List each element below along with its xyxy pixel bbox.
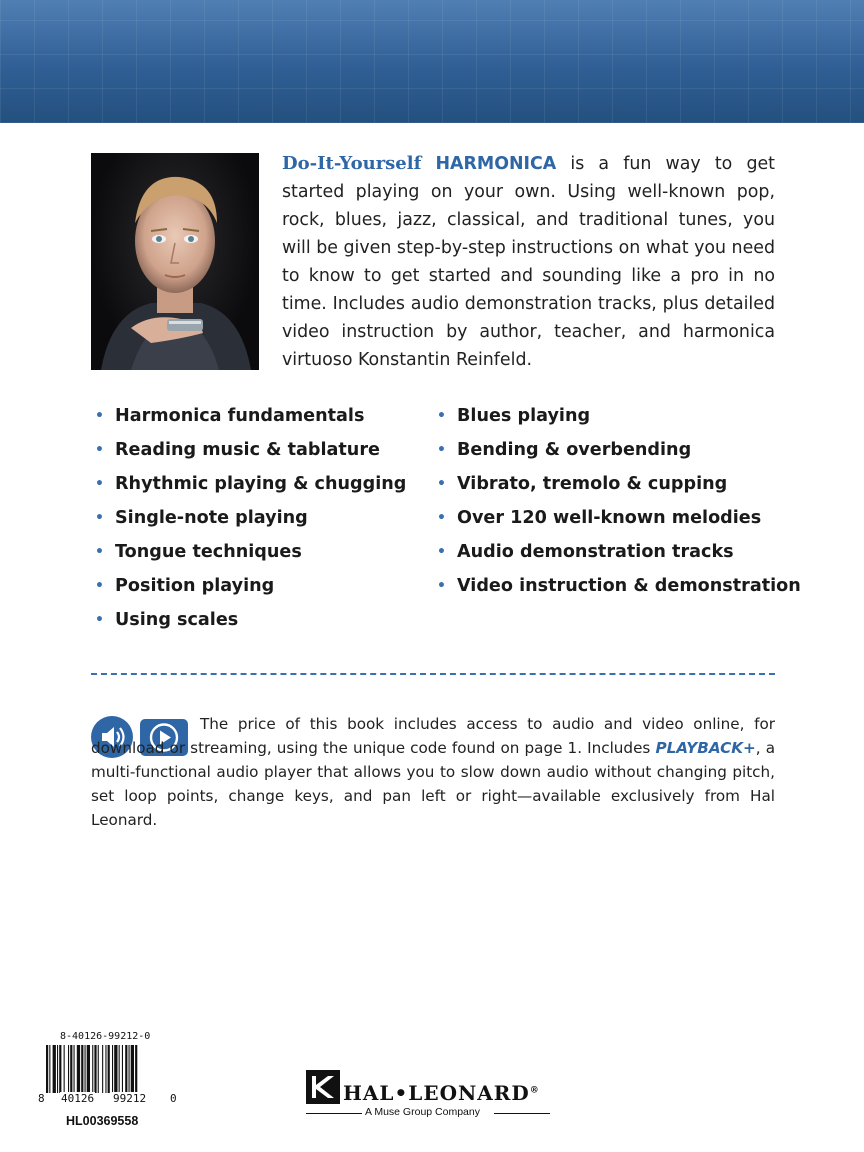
product-code: HL00369558 bbox=[66, 1114, 139, 1128]
barcode-bar bbox=[98, 1045, 99, 1093]
online-text-before: The price of this book includes access to audio and video online, for download or streaming, using the unique code found on page 1. Includes bbox=[91, 715, 775, 757]
barcode-bar bbox=[81, 1045, 83, 1093]
barcode-bar bbox=[108, 1045, 110, 1093]
barcode-bar bbox=[68, 1045, 69, 1093]
barcode-bar bbox=[94, 1045, 96, 1093]
feature-label: Audio demonstration tracks bbox=[457, 542, 734, 562]
barcode bbox=[46, 1045, 168, 1093]
barcode-bar bbox=[87, 1045, 90, 1093]
barcode-bar bbox=[74, 1045, 75, 1093]
logo-rule-right bbox=[494, 1113, 550, 1114]
bullet-icon: • bbox=[95, 442, 104, 458]
bullet-icon: • bbox=[95, 476, 104, 492]
barcode-bar bbox=[129, 1045, 130, 1093]
barcode-bar bbox=[64, 1045, 65, 1093]
list-item bbox=[437, 573, 801, 607]
barcode-bar bbox=[119, 1045, 120, 1093]
book-title-caps: HARMONICA bbox=[435, 154, 557, 174]
list-item bbox=[437, 471, 801, 505]
online-text-after: , a multi-functional audio player that allows you to slow down audio without changing pitch, set loop points, change keys, and pan left or right—available exclusively from Hal Leonard. bbox=[91, 739, 775, 829]
list-item bbox=[95, 471, 406, 505]
barcode-bar bbox=[59, 1045, 61, 1093]
bullet-icon: • bbox=[95, 544, 104, 560]
barcode-bar bbox=[77, 1045, 80, 1093]
publisher-name-text: HAL•LEONARD bbox=[343, 1081, 530, 1105]
barcode-bar bbox=[125, 1045, 127, 1093]
bullet-icon: • bbox=[95, 408, 104, 424]
feature-label: Video instruction & demonstration bbox=[457, 576, 801, 596]
book-title-script: Do-It-Yourself bbox=[282, 153, 422, 174]
barcode-bar bbox=[53, 1045, 56, 1093]
author-portrait-illustration bbox=[91, 153, 259, 370]
barcode-bar bbox=[70, 1045, 72, 1093]
feature-label: Bending & overbending bbox=[457, 440, 692, 460]
list-item bbox=[95, 403, 406, 437]
bullet-icon: • bbox=[95, 510, 104, 526]
bullet-icon: • bbox=[437, 510, 446, 526]
list-item bbox=[95, 437, 406, 471]
hal-leonard-logo-icon bbox=[306, 1070, 340, 1104]
publisher-tagline: A Muse Group Company bbox=[365, 1106, 480, 1118]
logo-rule-left bbox=[306, 1113, 362, 1114]
bullet-icon: • bbox=[437, 544, 446, 560]
barcode-last-digit: 0 bbox=[170, 1092, 177, 1105]
barcode-bar bbox=[114, 1045, 117, 1093]
feature-label: Reading music & tablature bbox=[115, 440, 380, 460]
intro-body: is a fun way to get started playing on your own. Using well-known pop, rock, blues, jazz, classical, and traditional tunes, you will be given step-by-step instructions on what you need to know to get started and sounding like a pro in no time. Includes audio demonstration tracks, plus detailed video instruction by author, teacher, and harmonica virtuoso Konstantin Reinfeld. bbox=[282, 154, 776, 370]
barcode-group-right: 99212 bbox=[113, 1092, 147, 1105]
list-item bbox=[95, 573, 406, 607]
feature-label: Position playing bbox=[115, 576, 275, 596]
feature-label: Over 120 well-known melodies bbox=[457, 508, 762, 528]
barcode-bar bbox=[92, 1045, 93, 1093]
bullet-icon: • bbox=[437, 442, 446, 458]
bullet-icon: • bbox=[95, 612, 104, 628]
barcode-bar bbox=[102, 1045, 103, 1093]
feature-label: Vibrato, tremolo & cupping bbox=[457, 474, 728, 494]
feature-label: Single-note playing bbox=[115, 508, 308, 528]
barcode-bar bbox=[85, 1045, 86, 1093]
features-list-left bbox=[95, 403, 406, 641]
online-access-text bbox=[91, 712, 775, 832]
list-item bbox=[437, 539, 801, 573]
barcode-bar bbox=[46, 1045, 48, 1093]
feature-label: Tongue techniques bbox=[115, 542, 302, 562]
barcode-first-digit: 8 bbox=[38, 1092, 45, 1105]
barcode-bar bbox=[131, 1045, 134, 1093]
feature-label: Blues playing bbox=[457, 406, 591, 426]
barcode-bar bbox=[112, 1045, 113, 1093]
list-item bbox=[437, 505, 801, 539]
intro-paragraph bbox=[282, 150, 775, 374]
barcode-bar bbox=[105, 1045, 106, 1093]
list-item bbox=[95, 607, 406, 641]
playback-label: PLAYBACK+ bbox=[655, 739, 756, 757]
list-item bbox=[95, 539, 406, 573]
bullet-icon: • bbox=[95, 578, 104, 594]
author-photo bbox=[91, 153, 259, 370]
list-item bbox=[437, 437, 801, 471]
barcode-bar bbox=[135, 1045, 137, 1093]
list-item bbox=[437, 403, 801, 437]
barcode-top-digits: 8-40126-99212-0 bbox=[60, 1031, 151, 1042]
barcode-bar bbox=[49, 1045, 50, 1093]
publisher-name bbox=[343, 1081, 540, 1105]
features-list-right bbox=[437, 403, 801, 607]
feature-label: Harmonica fundamentals bbox=[115, 406, 365, 426]
list-item bbox=[95, 505, 406, 539]
header-band bbox=[0, 0, 864, 123]
bullet-icon: • bbox=[437, 408, 446, 424]
feature-label: Using scales bbox=[115, 610, 239, 630]
feature-label: Rhythmic playing & chugging bbox=[115, 474, 407, 494]
registered-mark: ® bbox=[529, 1085, 540, 1096]
barcode-bar bbox=[122, 1045, 123, 1093]
barcode-group-left: 40126 bbox=[61, 1092, 95, 1105]
bullet-icon: • bbox=[437, 476, 446, 492]
bullet-icon: • bbox=[437, 578, 446, 594]
dashed-divider bbox=[91, 673, 775, 675]
barcode-bar bbox=[57, 1045, 58, 1093]
